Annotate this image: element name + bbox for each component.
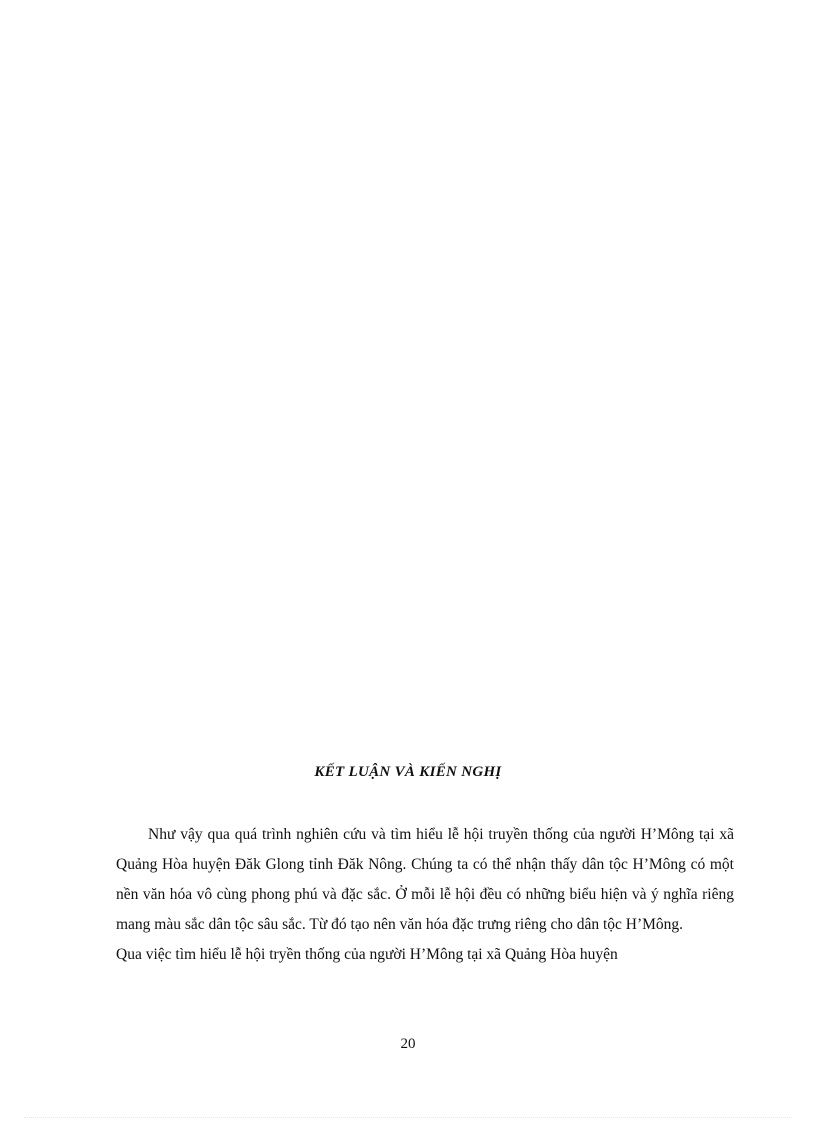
section-heading: KẾT LUẬN VÀ KIẾN NGHỊ <box>314 764 502 780</box>
body-text <box>116 820 734 970</box>
paragraph-continuation: Qua việc tìm hiểu lễ hội tryền thống của người H’Mông tại xã Quảng Hòa huyện <box>116 946 618 963</box>
page-bottom-divider <box>24 1117 792 1118</box>
paragraph-conclusion: Như vậy qua quá trình nghiên cứu và tìm hiểu lễ hội truyền thống của người H’Mông tại xã Quảng Hòa huyện Đăk Glong tỉnh Đăk Nông. Chúng ta có thể nhận thấy dân tộc H’Mông có một nền văn hóa vô cùng phong phú và đặc sắc. Ở mỗi lễ hội đều có những biểu hiện và ý nghĩa riêng mang màu sắc dân tộc sâu sắc. Từ đó tạo nên văn hóa đặc trưng riêng cho dân tộc H’Mông. <box>116 826 734 933</box>
page-number: 20 <box>400 1036 416 1052</box>
